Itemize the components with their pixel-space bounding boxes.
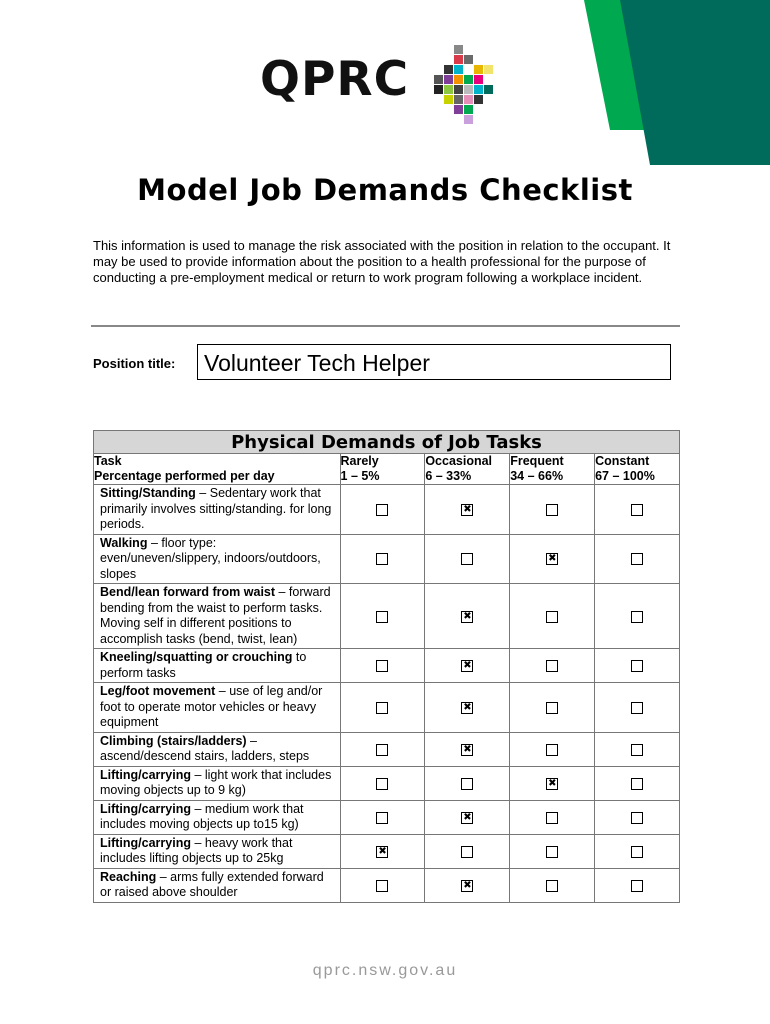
checkbox-cell: [510, 732, 595, 766]
task-cell: [94, 732, 341, 766]
checkbox-cell: [425, 584, 510, 649]
checkbox-cell: [425, 868, 510, 902]
checkbox-cell: [595, 834, 680, 868]
position-title-label: Position title:: [93, 356, 176, 371]
column-label: Frequent: [510, 454, 564, 468]
column-range: 6 – 33%: [425, 469, 472, 483]
checkbox-cell: [425, 800, 510, 834]
task-cell: [94, 649, 341, 683]
logo-mosaic-icon: [430, 42, 520, 132]
table-row: [94, 766, 680, 800]
task-cell: [94, 800, 341, 834]
checkbox-frequent[interactable]: [546, 812, 558, 824]
table-row: [94, 584, 680, 649]
checkbox-cell: [595, 683, 680, 733]
checkbox-rarely[interactable]: [376, 660, 388, 672]
footer-url: qprc.nsw.gov.au: [312, 962, 458, 979]
corner-brand-graphic: [570, 0, 770, 165]
table-row: [94, 683, 680, 733]
checkbox-frequent[interactable]: [546, 846, 558, 858]
checkbox-cell: [595, 584, 680, 649]
checkbox-occasional[interactable]: [461, 744, 473, 756]
checkbox-cell: [425, 649, 510, 683]
checkbox-occasional[interactable]: [461, 778, 473, 790]
task-header-label: Task: [94, 454, 122, 468]
checkbox-cell: [510, 534, 595, 584]
checkbox-constant[interactable]: [631, 611, 643, 623]
checkbox-occasional[interactable]: [461, 553, 473, 565]
task-cell: [94, 485, 341, 535]
checkbox-cell: [510, 683, 595, 733]
physical-demands-table: [93, 430, 680, 903]
checkbox-constant[interactable]: [631, 880, 643, 892]
checkbox-cell: [510, 649, 595, 683]
task-description: – Sedentary work that primarily involves sitting/standing. for long periods.: [100, 486, 332, 531]
checkbox-constant[interactable]: [631, 660, 643, 672]
task-name: Bend/lean forward from waist: [100, 585, 276, 599]
checkbox-frequent[interactable]: [546, 553, 558, 565]
table-row: [94, 485, 680, 535]
table-row: [94, 834, 680, 868]
checkbox-frequent[interactable]: [546, 778, 558, 790]
checkbox-rarely[interactable]: [376, 778, 388, 790]
divider: [91, 325, 680, 327]
checkbox-frequent[interactable]: [546, 744, 558, 756]
column-range: 1 – 5%: [340, 469, 380, 483]
task-name: Lifting/carrying: [100, 801, 191, 816]
checkbox-cell: [340, 800, 425, 834]
position-title-field[interactable]: [197, 344, 671, 380]
task-description: – medium work that includes moving objects up to15 kg): [100, 801, 304, 831]
checkbox-cell: [340, 683, 425, 733]
table-title: Physical Demands of Job Tasks: [94, 431, 680, 454]
task-name: Kneeling/squatting or crouching: [100, 650, 293, 664]
checkbox-occasional[interactable]: [461, 660, 473, 672]
task-cell: [94, 584, 341, 649]
column-range: 67 – 100%: [595, 469, 655, 483]
checkbox-constant[interactable]: [631, 702, 643, 714]
checkbox-cell: [340, 584, 425, 649]
checkbox-constant[interactable]: [631, 778, 643, 790]
checkbox-cell: [510, 834, 595, 868]
task-cell: [94, 534, 341, 584]
checkbox-cell: [595, 800, 680, 834]
task-description: – heavy work that includes lifting objects up to 25kg: [100, 835, 293, 865]
column-header-occasional: [425, 454, 510, 485]
checkbox-cell: [595, 766, 680, 800]
checkbox-cell: [425, 683, 510, 733]
checkbox-constant[interactable]: [631, 504, 643, 516]
checkbox-rarely[interactable]: [376, 744, 388, 756]
checkbox-cell: [425, 834, 510, 868]
task-description: – ascend/descend stairs, ladders, steps: [100, 733, 310, 763]
checkbox-occasional[interactable]: [461, 812, 473, 824]
task-rows: [94, 485, 680, 903]
column-label: Rarely: [340, 454, 379, 468]
task-name: Lifting/carrying: [100, 767, 191, 782]
task-description: to perform tasks: [100, 650, 307, 680]
intro-paragraph: This information is used to manage the risk associated with the position in relation to the occupant. It may be used to provide information about the position to a health professional for the purpose of conducting a pre-employment medical or return to work program following a workplace incident.: [93, 238, 671, 285]
dark-green-panel: [620, 0, 770, 165]
task-name: Leg/foot movement: [100, 684, 216, 698]
checkbox-rarely[interactable]: [376, 846, 388, 858]
checkbox-occasional[interactable]: [461, 611, 473, 623]
checkbox-cell: [425, 534, 510, 584]
task-description: – light work that includes moving objects up to 9 kg): [100, 767, 332, 797]
table-row: [94, 800, 680, 834]
checkbox-cell: [510, 868, 595, 902]
checkbox-cell: [425, 732, 510, 766]
table-row: [94, 868, 680, 902]
task-name: Sitting/Standing: [100, 486, 196, 500]
checkbox-frequent[interactable]: [546, 702, 558, 714]
position-title-value: Volunteer Tech Helper: [204, 350, 430, 376]
checkbox-cell: [340, 534, 425, 584]
checkbox-cell: [340, 868, 425, 902]
checkbox-occasional[interactable]: [461, 880, 473, 892]
checkbox-rarely[interactable]: [376, 553, 388, 565]
checkbox-constant[interactable]: [631, 553, 643, 565]
checkbox-cell: [595, 649, 680, 683]
checkbox-cell: [340, 485, 425, 535]
column-header-frequent: [510, 454, 595, 485]
checkbox-rarely[interactable]: [376, 611, 388, 623]
task-cell: [94, 766, 341, 800]
checkbox-cell: [340, 649, 425, 683]
column-header-rarely: [340, 454, 425, 485]
checkbox-cell: [595, 485, 680, 535]
checkbox-constant[interactable]: [631, 744, 643, 756]
task-description: – use of leg and/or foot to operate motor vehicles or heavy equipment: [100, 684, 323, 729]
checkbox-rarely[interactable]: [376, 504, 388, 516]
checkbox-cell: [510, 584, 595, 649]
percent-header-label: Percentage performed per day: [94, 469, 275, 483]
checkbox-rarely[interactable]: [376, 702, 388, 714]
checkbox-cell: [595, 534, 680, 584]
checkbox-frequent[interactable]: [546, 611, 558, 623]
checkbox-occasional[interactable]: [461, 702, 473, 714]
task-name: Walking: [100, 535, 148, 550]
checkbox-rarely[interactable]: [376, 812, 388, 824]
checkbox-cell: [595, 732, 680, 766]
task-cell: [94, 683, 341, 733]
qprc-logo: [258, 42, 518, 132]
checkbox-cell: [425, 485, 510, 535]
task-cell: [94, 834, 341, 868]
checkbox-cell: [510, 485, 595, 535]
task-description: – arms fully extended forward or raised above shoulder: [100, 869, 324, 899]
checkbox-constant[interactable]: [631, 846, 643, 858]
page-title: Model Job Demands Checklist: [137, 173, 633, 207]
table-row: [94, 732, 680, 766]
task-name: Lifting/carrying: [100, 835, 191, 850]
task-name: Reaching: [100, 869, 157, 884]
checkbox-rarely[interactable]: [376, 880, 388, 892]
column-label: Constant: [595, 454, 650, 468]
checkbox-cell: [510, 766, 595, 800]
checkbox-constant[interactable]: [631, 812, 643, 824]
checkbox-cell: [425, 766, 510, 800]
checkbox-cell: [595, 868, 680, 902]
task-description: – forward bending from the waist to perform tasks. Moving self in different positions to accomplish tasks (bend, twist, lean): [100, 585, 331, 646]
table-row: [94, 534, 680, 584]
task-cell: [94, 868, 341, 902]
task-header: [94, 454, 341, 485]
checkbox-frequent[interactable]: [546, 880, 558, 892]
column-header-constant: [595, 454, 680, 485]
checkbox-occasional[interactable]: [461, 504, 473, 516]
table-row: [94, 649, 680, 683]
checkbox-frequent[interactable]: [546, 660, 558, 672]
column-range: 34 – 66%: [510, 469, 564, 483]
checkbox-occasional[interactable]: [461, 846, 473, 858]
task-name: Climbing (stairs/ladders): [100, 733, 247, 748]
column-label: Occasional: [425, 454, 493, 468]
checkbox-cell: [340, 766, 425, 800]
logo-text: QPRC: [260, 52, 410, 107]
task-description: – floor type: even/uneven/slippery, indoors/outdoors, slopes: [100, 535, 321, 581]
checkbox-frequent[interactable]: [546, 504, 558, 516]
checkbox-cell: [340, 732, 425, 766]
checkbox-cell: [340, 834, 425, 868]
checkbox-cell: [510, 800, 595, 834]
